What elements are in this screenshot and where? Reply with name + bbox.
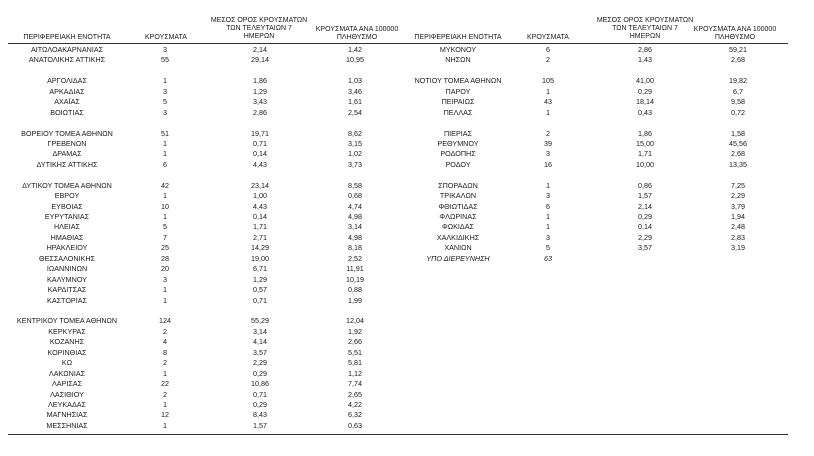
avg7-value: 1,29 bbox=[253, 274, 267, 284]
cases-value: 1 bbox=[546, 180, 550, 190]
table-row bbox=[0, 149, 814, 158]
cases-value: 6 bbox=[546, 201, 550, 211]
avg7-value: 18,14 bbox=[636, 97, 654, 107]
cases-value: 5 bbox=[163, 97, 167, 107]
avg7-value: 41,00 bbox=[636, 76, 654, 86]
cases-value: 1 bbox=[163, 191, 167, 201]
per100k-value: 1,92 bbox=[348, 326, 362, 336]
table-row bbox=[0, 306, 814, 315]
cases-value: 6 bbox=[546, 45, 550, 54]
cases-value: 12 bbox=[161, 410, 169, 420]
avg7-value: 0,29 bbox=[638, 212, 652, 222]
cases-value: 10 bbox=[161, 201, 169, 211]
avg7-value: 3,57 bbox=[253, 347, 267, 357]
left-header-cases: ΚΡΟΥΣΜΑΤΑ bbox=[145, 34, 187, 41]
per100k-value: 0,88 bbox=[348, 285, 362, 295]
region-name: ΠΑΡΟΥ bbox=[445, 86, 471, 96]
per100k-value: 2,83 bbox=[731, 232, 745, 242]
avg7-value: 1,57 bbox=[638, 191, 652, 201]
cases-value: 5 bbox=[546, 243, 550, 253]
region-name: ΚΕΡΚΥΡΑΣ bbox=[48, 326, 86, 336]
region-name: ΑΝΑΤΟΛΙΚΗΣ ΑΤΤΙΚΗΣ bbox=[28, 55, 106, 65]
avg7-value: 55,29 bbox=[251, 316, 269, 326]
region-name: ΠΙΕΡΙΑΣ bbox=[443, 128, 472, 138]
per100k-value: 13,35 bbox=[729, 159, 747, 169]
region-name: ΡΟΔΟΠΗΣ bbox=[440, 149, 476, 159]
region-name: ΛΑΚΩΝΙΑΣ bbox=[48, 368, 86, 378]
region-name: ΛΕΥΚΑΔΑΣ bbox=[47, 399, 86, 409]
cases-value: 1 bbox=[546, 212, 550, 222]
region-name: ΤΡΙΚΑΛΩΝ bbox=[439, 191, 477, 201]
avg7-value: 0,71 bbox=[253, 295, 267, 305]
region-name: ΔΡΑΜΑΣ bbox=[52, 149, 82, 159]
region-name: ΑΧΑΪΑΣ bbox=[54, 97, 80, 107]
avg7-value: 0,14 bbox=[253, 212, 267, 222]
region-name: ΚΟΖΑΝΗΣ bbox=[49, 337, 85, 347]
avg7-value: 1,71 bbox=[253, 222, 267, 232]
cases-value: 3 bbox=[546, 149, 550, 159]
bottom-rule bbox=[8, 434, 788, 435]
per100k-value: 9,58 bbox=[731, 97, 745, 107]
cases-value: 42 bbox=[161, 180, 169, 190]
avg7-value: 1,71 bbox=[638, 149, 652, 159]
table-row bbox=[0, 181, 814, 190]
region-name: ΚΩ bbox=[61, 358, 73, 368]
region-name: ΗΛΕΙΑΣ bbox=[53, 222, 81, 232]
cases-value: 1 bbox=[163, 212, 167, 222]
avg7-value: 1,43 bbox=[638, 55, 652, 65]
cases-value: 25 bbox=[161, 243, 169, 253]
cases-value: 39 bbox=[544, 138, 552, 148]
per100k-value: 4,98 bbox=[348, 212, 362, 222]
region-name: ΗΡΑΚΛΕΙΟΥ bbox=[46, 243, 88, 253]
table-row bbox=[0, 285, 814, 294]
table-row bbox=[0, 108, 814, 117]
per100k-value: 4,74 bbox=[348, 201, 362, 211]
table-row bbox=[0, 358, 814, 367]
cases-value: 2 bbox=[163, 326, 167, 336]
avg7-value: 0,29 bbox=[253, 368, 267, 378]
per100k-value: 3,79 bbox=[731, 201, 745, 211]
region-name: ΧΑΛΚΙΔΙΚΗΣ bbox=[436, 232, 480, 242]
table-row bbox=[0, 118, 814, 127]
cases-value: 1 bbox=[163, 138, 167, 148]
cases-value: 28 bbox=[161, 253, 169, 263]
avg7-value: 0,57 bbox=[253, 285, 267, 295]
avg7-value: 2,29 bbox=[638, 232, 652, 242]
per100k-value: 3,73 bbox=[348, 159, 362, 169]
cases-value: 1 bbox=[546, 86, 550, 96]
avg7-value: 0,43 bbox=[638, 107, 652, 117]
per100k-value: 12,04 bbox=[346, 316, 364, 326]
per100k-value: 11,91 bbox=[346, 264, 364, 274]
per100k-value: 2,66 bbox=[348, 337, 362, 347]
table-row bbox=[0, 316, 814, 325]
avg7-value: 2,86 bbox=[638, 45, 652, 54]
per100k-value: 3,19 bbox=[731, 243, 745, 253]
avg7-value: 1,57 bbox=[253, 420, 267, 430]
left-header-per100k: ΚΡΟΥΣΜΑΤΑ ΑΝΑ 100000 ΠΛΗΘΥΣΜΟ bbox=[315, 26, 399, 41]
cases-value: 22 bbox=[161, 379, 169, 389]
avg7-value: 1,29 bbox=[253, 86, 267, 96]
region-name: ΜΕΣΣΗΝΙΑΣ bbox=[46, 420, 88, 430]
cases-value: 2 bbox=[163, 358, 167, 368]
per100k-value: 59,21 bbox=[729, 45, 747, 54]
avg7-value: 23,14 bbox=[251, 180, 269, 190]
region-name: ΣΠΟΡΑΔΩΝ bbox=[438, 180, 478, 190]
avg7-value: 0,29 bbox=[253, 399, 267, 409]
per100k-value: 6,7 bbox=[733, 86, 743, 96]
per100k-value: 4,22 bbox=[348, 399, 362, 409]
per100k-value: 3,14 bbox=[348, 222, 362, 232]
table-row bbox=[0, 45, 814, 54]
table-row bbox=[0, 254, 814, 263]
table-row bbox=[0, 327, 814, 336]
right-header-avg7: ΜΕΣΟΣ ΟΡΟΣ ΚΡΟΥΣΜΑΤΩΝ ΤΩΝ ΤΕΛΕΥΤΑΙΩΝ 7 ΗΜΕΡΩΝ bbox=[596, 17, 694, 40]
table-row bbox=[0, 129, 814, 138]
avg7-value: 1,86 bbox=[638, 128, 652, 138]
cases-value: 3 bbox=[546, 232, 550, 242]
avg7-value: 1,86 bbox=[253, 76, 267, 86]
region-name: ΠΕΙΡΑΙΩΣ bbox=[441, 97, 475, 107]
per100k-value: 4,98 bbox=[348, 232, 362, 242]
cases-value: 3 bbox=[546, 191, 550, 201]
region-name: ΚΑΛΥΜΝΟΥ bbox=[47, 274, 87, 284]
table-row bbox=[0, 379, 814, 388]
avg7-value: 1,00 bbox=[253, 191, 267, 201]
cases-value: 63 bbox=[544, 253, 552, 263]
region-name: ΑΙΤΩΛΟΑΚΑΡΝΑΝΙΑΣ bbox=[30, 45, 104, 54]
cases-value: 3 bbox=[163, 86, 167, 96]
table-row bbox=[0, 87, 814, 96]
region-name: ΛΑΣΙΘΙΟΥ bbox=[50, 389, 84, 399]
region-name: ΡΟΔΟΥ bbox=[445, 159, 471, 169]
cases-value: 7 bbox=[163, 232, 167, 242]
cases-value: 2 bbox=[546, 128, 550, 138]
table-row bbox=[0, 170, 814, 179]
per100k-value: 6,32 bbox=[348, 410, 362, 420]
region-name: ΦΘΙΩΤΙΔΑΣ bbox=[438, 201, 478, 211]
region-name: ΔΥΤΙΚΗΣ ΑΤΤΙΚΗΣ bbox=[36, 159, 98, 169]
cases-value: 55 bbox=[161, 55, 169, 65]
avg7-value: 3,57 bbox=[638, 243, 652, 253]
cases-value: 1 bbox=[163, 285, 167, 295]
per100k-value: 2,52 bbox=[348, 253, 362, 263]
table-row bbox=[0, 202, 814, 211]
region-name: ΚΟΡΙΝΘΙΑΣ bbox=[47, 347, 87, 357]
region-name: ΜΥΚΟΝΟΥ bbox=[439, 45, 477, 54]
per100k-value: 5,81 bbox=[348, 358, 362, 368]
cases-value: 8 bbox=[163, 347, 167, 357]
region-name: ΑΡΓΟΛΙΔΑΣ bbox=[47, 76, 87, 86]
avg7-value: 19,71 bbox=[251, 128, 269, 138]
per100k-value: 2,29 bbox=[731, 191, 745, 201]
region-name: ΒΟΡΕΙΟΥ ΤΟΜΕΑ ΑΘΗΝΩΝ bbox=[21, 128, 113, 138]
region-name: ΝΗΣΩΝ bbox=[445, 55, 471, 65]
cases-value: 1 bbox=[546, 107, 550, 117]
table-row bbox=[0, 421, 814, 430]
table-row bbox=[0, 390, 814, 399]
per100k-value: 2,68 bbox=[731, 149, 745, 159]
avg7-value: 19,00 bbox=[251, 253, 269, 263]
table-row bbox=[0, 66, 814, 75]
avg7-value: 3,14 bbox=[253, 326, 267, 336]
region-name: ΕΒΡΟΥ bbox=[54, 191, 80, 201]
region-name: ΕΥΡΥΤΑΝΙΑΣ bbox=[44, 212, 90, 222]
cases-value: 1 bbox=[163, 399, 167, 409]
per100k-value: 1,42 bbox=[348, 45, 362, 54]
region-name: ΡΕΘΥΜΝΟΥ bbox=[437, 138, 479, 148]
per100k-value: 2,68 bbox=[731, 55, 745, 65]
region-name: ΚΑΡΔΙΤΣΑΣ bbox=[47, 285, 87, 295]
region-name: ΦΛΩΡΙΝΑΣ bbox=[439, 212, 477, 222]
avg7-value: 2,14 bbox=[638, 201, 652, 211]
right-header-region: ΠΕΡΙΦΕΡΕΙΑΚΗ ΕΝΟΤΗΤΑ bbox=[414, 34, 502, 41]
per100k-value: 0,68 bbox=[348, 191, 362, 201]
region-name: ΚΕΝΤΡΙΚΟΥ ΤΟΜΕΑ ΑΘΗΝΩΝ bbox=[16, 316, 118, 326]
table-row bbox=[0, 76, 814, 85]
per100k-value: 1,99 bbox=[348, 295, 362, 305]
per100k-value: 10,95 bbox=[346, 55, 364, 65]
table-row bbox=[0, 296, 814, 305]
region-name: ΒΟΙΩΤΙΑΣ bbox=[50, 107, 84, 117]
table-row bbox=[0, 400, 814, 409]
per100k-value: 19,82 bbox=[729, 76, 747, 86]
cases-value: 1 bbox=[163, 368, 167, 378]
avg7-value: 4,43 bbox=[253, 201, 267, 211]
region-name: ΛΑΡΙΣΑΣ bbox=[51, 379, 83, 389]
per100k-value: 10,19 bbox=[346, 274, 364, 284]
region-name: ΧΑΝΙΩΝ bbox=[444, 243, 472, 253]
per100k-value: 3,46 bbox=[348, 86, 362, 96]
table-row bbox=[0, 212, 814, 221]
cases-value: 3 bbox=[163, 107, 167, 117]
table-row bbox=[0, 160, 814, 169]
cases-value: 1 bbox=[546, 222, 550, 232]
avg7-value: 4,14 bbox=[253, 337, 267, 347]
region-name: ΓΡΕΒΕΝΩΝ bbox=[47, 138, 87, 148]
per100k-value: 7,25 bbox=[731, 180, 745, 190]
region-name: ΗΜΑΘΙΑΣ bbox=[50, 232, 84, 242]
right-header-per100k: ΚΡΟΥΣΜΑΤΑ ΑΝΑ 100000 ΠΛΗΘΥΣΜΟ bbox=[693, 26, 777, 41]
per100k-value: 8,18 bbox=[348, 243, 362, 253]
region-name: ΠΕΛΛΑΣ bbox=[443, 107, 473, 117]
cases-value: 2 bbox=[163, 389, 167, 399]
avg7-value: 0,86 bbox=[638, 180, 652, 190]
avg7-value: 4,43 bbox=[253, 159, 267, 169]
avg7-value: 0,71 bbox=[253, 389, 267, 399]
table-row bbox=[0, 243, 814, 252]
cases-value: 1 bbox=[163, 76, 167, 86]
avg7-value: 2,29 bbox=[253, 358, 267, 368]
table-row bbox=[0, 348, 814, 357]
per100k-value: 1,03 bbox=[348, 76, 362, 86]
per100k-value: 0,63 bbox=[348, 420, 362, 430]
left-header-avg7: ΜΕΣΟΣ ΟΡΟΣ ΚΡΟΥΣΜΑΤΩΝ ΤΩΝ ΤΕΛΕΥΤΑΙΩΝ 7 ΗΜΕΡΩΝ bbox=[210, 17, 308, 40]
avg7-value: 6,71 bbox=[253, 264, 267, 274]
table-row bbox=[0, 233, 814, 242]
table-row bbox=[0, 410, 814, 419]
cases-value: 1 bbox=[163, 420, 167, 430]
cases-value: 1 bbox=[163, 295, 167, 305]
per100k-value: 1,94 bbox=[731, 212, 745, 222]
table-row bbox=[0, 275, 814, 284]
per100k-value: 2,48 bbox=[731, 222, 745, 232]
header-rule bbox=[8, 43, 788, 44]
region-name: ΥΠΟ ΔΙΕΡΕΥΝΗΣΗ bbox=[426, 253, 490, 263]
per100k-value: 1,58 bbox=[731, 128, 745, 138]
avg7-value: 0,14 bbox=[253, 149, 267, 159]
cases-value: 3 bbox=[163, 274, 167, 284]
avg7-value: 2,14 bbox=[253, 45, 267, 54]
region-name: ΚΑΣΤΟΡΙΑΣ bbox=[47, 295, 87, 305]
cases-value: 3 bbox=[163, 45, 167, 54]
region-name: ΦΩΚΙΔΑΣ bbox=[442, 222, 474, 232]
cases-value: 6 bbox=[163, 159, 167, 169]
table-row bbox=[0, 222, 814, 231]
table-row bbox=[0, 97, 814, 106]
avg7-value: 15,00 bbox=[636, 138, 654, 148]
cases-value: 5 bbox=[163, 222, 167, 232]
avg7-value: 0,71 bbox=[253, 138, 267, 148]
per100k-value: 1,12 bbox=[348, 368, 362, 378]
per100k-value: 7,74 bbox=[348, 379, 362, 389]
table-row bbox=[0, 191, 814, 200]
per100k-value: 8,58 bbox=[348, 180, 362, 190]
table-row bbox=[0, 369, 814, 378]
region-name: ΕΥΒΟΙΑΣ bbox=[51, 201, 83, 211]
per100k-value: 5,51 bbox=[348, 347, 362, 357]
table-row bbox=[0, 337, 814, 346]
avg7-value: 14,29 bbox=[251, 243, 269, 253]
right-header-cases: ΚΡΟΥΣΜΑΤΑ bbox=[527, 34, 569, 41]
cases-value: 105 bbox=[542, 76, 554, 86]
left-header-region: ΠΕΡΙΦΕΡΕΙΑΚΗ ΕΝΟΤΗΤΑ bbox=[23, 34, 111, 41]
avg7-value: 3,43 bbox=[253, 97, 267, 107]
region-name: ΘΕΣΣΑΛΟΝΙΚΗΣ bbox=[39, 253, 95, 263]
per100k-value: 2,65 bbox=[348, 389, 362, 399]
cases-value: 51 bbox=[161, 128, 169, 138]
region-name: ΑΡΚΑΔΙΑΣ bbox=[49, 86, 85, 96]
per100k-value: 2,54 bbox=[348, 107, 362, 117]
avg7-value: 10,00 bbox=[636, 159, 654, 169]
cases-value: 20 bbox=[161, 264, 169, 274]
cases-value: 43 bbox=[544, 97, 552, 107]
region-name: ΔΥΤΙΚΟΥ ΤΟΜΕΑ ΑΘΗΝΩΝ bbox=[22, 180, 112, 190]
per100k-value: 8,62 bbox=[348, 128, 362, 138]
table-row bbox=[0, 264, 814, 273]
region-name: ΜΑΓΝΗΣΙΑΣ bbox=[46, 410, 88, 420]
avg7-value: 0,29 bbox=[638, 86, 652, 96]
cases-value: 16 bbox=[544, 159, 552, 169]
cases-value: 124 bbox=[159, 316, 171, 326]
avg7-value: 0,14 bbox=[638, 222, 652, 232]
region-name: ΝΟΤΙΟΥ ΤΟΜΕΑ ΑΘΗΝΩΝ bbox=[414, 76, 502, 86]
per100k-value: 3,15 bbox=[348, 138, 362, 148]
cases-value: 2 bbox=[546, 55, 550, 65]
avg7-value: 2,71 bbox=[253, 232, 267, 242]
table-row bbox=[0, 139, 814, 148]
table-row bbox=[0, 55, 814, 64]
avg7-value: 2,86 bbox=[253, 107, 267, 117]
avg7-value: 29,14 bbox=[251, 55, 269, 65]
per100k-value: 1,61 bbox=[348, 97, 362, 107]
avg7-value: 8,43 bbox=[253, 410, 267, 420]
cases-value: 4 bbox=[163, 337, 167, 347]
cases-value: 1 bbox=[163, 149, 167, 159]
per100k-value: 1,02 bbox=[348, 149, 362, 159]
avg7-value: 10,86 bbox=[251, 379, 269, 389]
per100k-value: 45,56 bbox=[729, 138, 747, 148]
region-name: ΙΩΑΝΝΙΝΩΝ bbox=[46, 264, 88, 274]
per100k-value: 0,72 bbox=[731, 107, 745, 117]
